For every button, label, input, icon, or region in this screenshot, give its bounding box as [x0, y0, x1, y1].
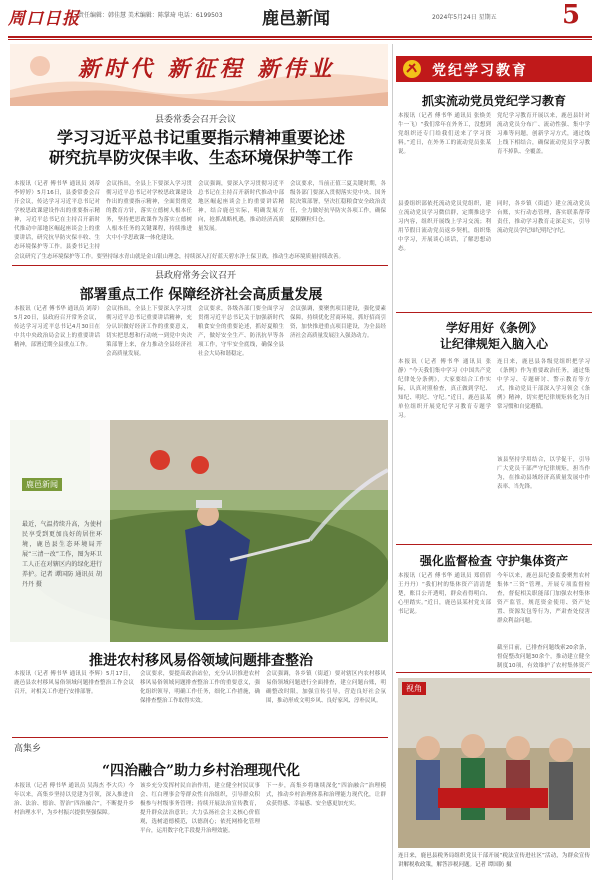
article1-col4: 会议要求，当前正值三夏关键时期，各级各部门要深入贯彻落实党中央、国务院决策部署，坚决扛稳粮食安全政治责任，全力做好抗旱防灾各项工作，确保夏粮颗粒归仓。 — [290, 181, 386, 223]
article4-col3: 下一步，高集乡将继续深化“四治融合”治理模式，推动乡村治理体系和治理能力现代化，让群众获得感、幸福感、安全感更加充实。 — [266, 783, 386, 807]
party-article2-col2: 连日来，鹿邑县各级党组织把学习《条例》作为重要政治任务，通过集中学习、专题研讨、警示教育等方式，推动党员干部深入学习领会《条例》精神，切实把纪律规矩转化为日常习惯和自觉遵循。 — [497, 359, 590, 410]
newspaper-logo: 周口日报 — [8, 9, 80, 29]
party-article1-col1: 本报讯（记者 傅书华 通讯员 张焕美 牛一飞）“我们常年在外务工，没想到党组织还专门给我们送来了学习资料。”近日，在外务工的流动党员张某说。 — [398, 113, 491, 155]
article2-kicker: 县政府常务会议召开 — [155, 271, 237, 281]
masthead-rule-thin — [8, 39, 592, 40]
photo-news-caption: 最近，气温持续升高，为使村民享受到更加良好的居住环境，鹿邑县生态环境局开展“三清一改”工作，图为环卫工人正在对辖区内的绿化进行养护。记者 谭国防 通讯员 胡丹丹 摄 — [22, 521, 102, 588]
article1-col1: 本报讯（记者 傅书华 通讯员 刘蒂 李婷婷）5月16日，县委常委会召开会议，传达学习习近平总书记对学校思政课建设作出的重要指示精神，习近平总书记在主持召开新时代推动中部地区崛起座谈会上的重要讲话，研究抗旱防灾保丰收、生态环境保护等工作。县委书记主持 — [14, 181, 100, 250]
article5-col2: 今年以来，鹿邑县纪委监委聚焦农村集体“三资”管理，开展专项监督检查，督促相关职能部门加强农村集体资产监管，规范资金使用、资产处置、资源发包等行为，严肃查处侵害群众利益问题。 — [497, 573, 590, 624]
article3-headline: 推进农村移风易俗领域问题排查整治 — [89, 653, 313, 669]
article1-headline-line1: 学习习近平总书记重要指示精神重要论述 — [56, 128, 345, 147]
article1-kicker: 县委常委会召开会议 — [155, 115, 237, 125]
article1-col2: 会议指出，全县上下要深入学习贯彻习近平总书记对学校思政课建设作出的重要指示精神，全面贯彻党的教育方针，落实立德树人根本任务，坚持把思政课作为落实立德树人根本任务的关键课程，持续推进大中小学思政课一体化建设。 — [106, 181, 192, 241]
party-article2-headline — [398, 320, 590, 352]
party-article2-col3: 该县坚持学用结合，以学促干，引导广大党员干部严守纪律规矩，担当作为，在推动县域经济高质量发展中作表率、当先锋。 — [497, 457, 590, 490]
party-article1-headline: 抓实流动党员党纪学习教育 — [421, 94, 566, 108]
divider — [396, 544, 592, 545]
party-article1-col3: 县委组织部依托流动党员党组织，建立流动党员学习微信群，定期推送学习内容，组织开展线上学习交流；利用节假日流动党员返乡契机，组织集中学习，开展谈心谈话，了解思想动态。 — [398, 201, 491, 252]
article2-col2: 会议指出，全县上下要深入学习贯彻习近平总书记重要讲话精神，充分认识做好经济工作的重要意义，切实把思想和行动统一到党中央决策部署上来，奋力推动全县经济社会高质量发展。 — [106, 306, 192, 357]
article3-col3: 会议强调，各乡镇（街道）要对辖区内农村移风易俗领域问题进行全面排查，建立问题台账，明确整改时限，加强宣传引导，营造良好社会氛围，推动形成文明乡风、良好家风、淳朴民风。 — [266, 671, 386, 704]
article4-col2: 该乡充分发挥村民自治作用，建立健全村民议事会、红白理事会等群众性自治组织，引导群众积极参与村级事务管理；持续开展法治宣传教育，提升群众法治意识；大力弘扬社会主义核心价值观，选树道德模范，以德润心；依托网格化管理平台，运用数字化手段提升治理效能。 — [140, 783, 260, 834]
article5-headline: 强化监督检查 守护集体资产 — [419, 554, 569, 568]
party-article1-col4: 同时，各乡镇（街道）建立流动党员台账，实行动态管理，落实联系帮带责任，推动学习教育走深走实，引导流动党员学纪知纪明纪守纪。 — [497, 201, 590, 234]
article3-col1: 本报讯（记者 傅书华 通讯员 李辉）5月17日，鹿邑县农村移风易俗领域问题排查整治工作会议召开，对相关工作进行安排部署。 — [14, 671, 134, 695]
party-article2-headline-line2: 让纪律规矩入脑入心 — [439, 337, 548, 351]
article5-col3: 截至目前，已排查问题线索20余条，督促整改问题30余个，推动建立健全制度10项，有效维护了农村集体资产 — [497, 645, 590, 668]
snapshot-caption: 连日来，鹿邑县税务局组织党员干部开展“税法宣传进社区”活动，为群众宣传讲解税收政策，解答涉税问题。记者 谭国防 摄 — [398, 853, 590, 868]
article4-kicker: 高集乡 — [14, 744, 42, 754]
photo-news-label: 鹿邑新闻 — [22, 478, 62, 491]
article1-headline — [14, 128, 388, 168]
snapshot-label: 视角 — [402, 682, 426, 695]
editor-info: 责任编辑：韩佳慧 美术编辑：陈掌琦 电话：6199503 — [78, 12, 223, 19]
article2-headline: 部署重点工作 保障经济社会高质量发展 — [79, 287, 323, 303]
article4-col1: 本报讯（记者 傅书华 通讯员 吴海杰 李大兵）今年以来，高集乡坚持以党建为引领，深入推进自治、法治、德治、智治“四治融合”，不断提升乡村治理水平，为乡村振兴提供坚强保障。 — [14, 783, 134, 816]
divider — [396, 672, 592, 673]
article1-col5: 会议研究了生态环境保护等工作。要坚持绿水青山就是金山银山理念，持续深入打好蓝天碧水净土保卫战，推动生态环境质量持续改善。 — [14, 254, 345, 260]
divider — [12, 265, 388, 266]
article2-col4: 会议强调，要聚焦项目建设，强化要素保障，持续优化营商环境，抓好招商引资，加快推进重点项目建设，为全县经济社会高质量发展注入强劲动力。 — [290, 306, 386, 339]
issue-date: 2024年5月24日 星期五 — [432, 14, 497, 21]
article5-col1: 本报讯（记者 傅书华 通讯员 郑倩倩 王丹丹）“我们村的集体资产清清楚楚，账目公开透明，群众看得明白、心里踏实。”近日，鹿邑县某村党支部书记说。 — [398, 573, 491, 615]
article2-col1: 本报讯（记者 傅书华 通讯员 刘蒂）5月20日，县政府召开常务会议，传达学习习近平总书记4月30日在中共中央政治局会议上的重要讲话精神，部署近期全县重点工作。 — [14, 306, 100, 348]
crowd-photo — [398, 678, 590, 848]
section-title: 鹿邑新闻 — [262, 9, 330, 29]
article1-headline-line2: 研究抗旱防灾保丰收、生态环境保护等工作 — [48, 148, 353, 167]
article1-col3: 会议强调，要深入学习贯彻习近平总书记在主持召开新时代推动中部地区崛起座谈会上的重要讲话精神，结合鹿邑实际，明确发展方向，抢抓战略机遇，推动经济高质量发展。 — [198, 181, 284, 232]
party-column-title: 党纪学习教育 — [432, 63, 528, 79]
theme-banner-text: 新时代 新征程 新伟业 — [78, 56, 336, 82]
divider — [12, 737, 388, 738]
article3-col2: 会议要求，要提高政治站位，充分认识推进农村移风易俗领域问题排查整治工作的重要意义，强化组织领导，明确工作任务，细化工作措施，确保排查整治工作取得实效。 — [140, 671, 260, 704]
party-article2-col1: 本报讯（记者 傅书华 通讯员 张静）“今天我们集中学习《中国共产党纪律处分条例》，大家要结合工作实际，认真对照检查，真正做到学纪、知纪、明纪、守纪。”近日，鹿邑县某单位组织开展党纪学习教育专题学习。 — [398, 359, 491, 419]
snapshot-image — [398, 678, 590, 848]
party-article1-col2: 党纪学习教育开展以来，鹿邑县针对流动党员分布广、流动性强、集中学习难等问题，创新学习方式，通过线上线下相结合，确保流动党员学习教育不掉队、全覆盖。 — [497, 113, 590, 155]
article2-col3: 会议要求，各级各部门要全面学习贯彻习近平总书记关于加强新时代粮食安全的重要论述，抓好夏粮生产，做好安全生产、防汛抗旱等各项工作，守牢安全底线，确保全县社会大局和谐稳定。 — [198, 306, 284, 357]
page-number: 5 — [562, 0, 581, 30]
party-emblem-icon — [402, 59, 422, 79]
article4-headline: “四治融合”助力乡村治理现代化 — [101, 763, 301, 779]
party-article2-headline-line1: 学好用好《条例》 — [445, 321, 542, 335]
masthead-rule — [8, 36, 592, 38]
column-divider — [392, 44, 393, 880]
divider — [396, 312, 592, 313]
